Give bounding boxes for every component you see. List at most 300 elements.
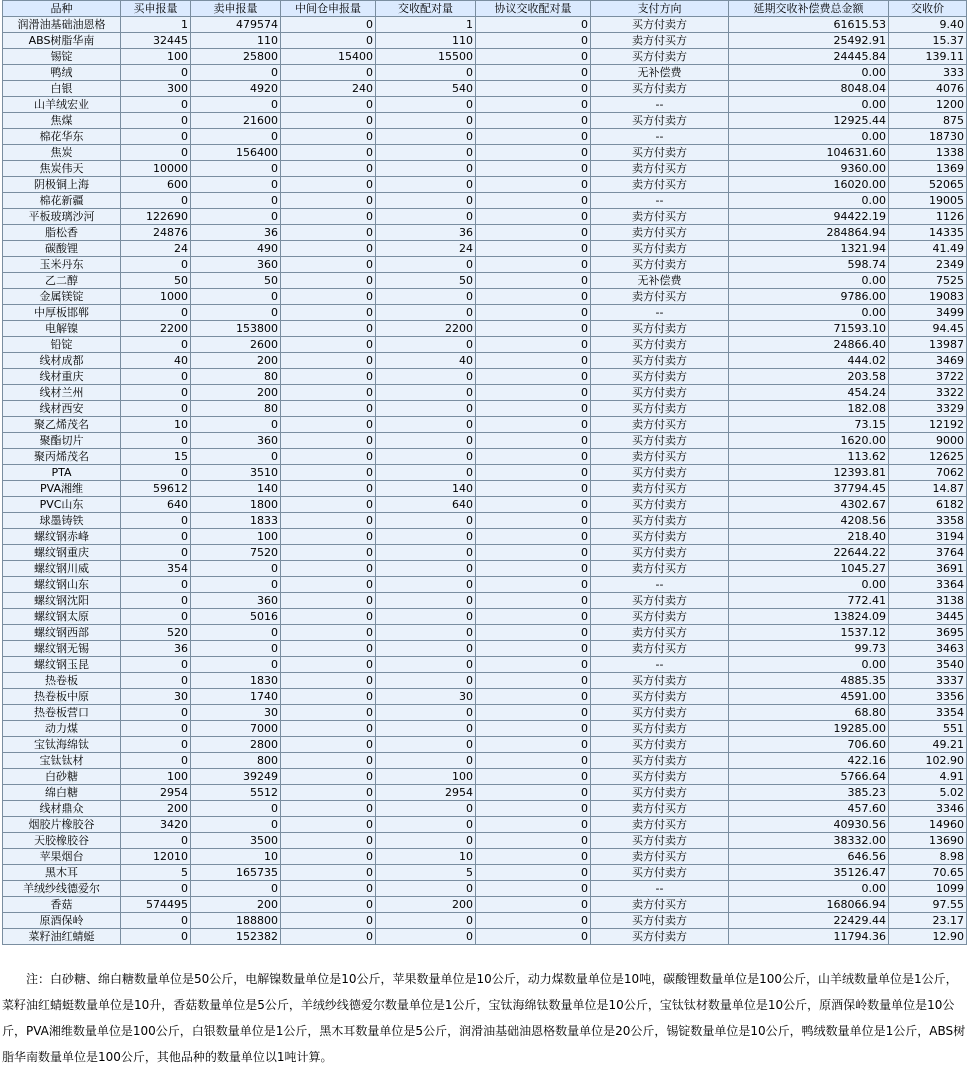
cell-buy-qty: 0 [121, 657, 191, 673]
cell-sell-qty: 0 [191, 161, 281, 177]
table-row [3, 865, 967, 881]
cell-intermediate-qty: 0 [281, 881, 376, 897]
cell-matched-qty: 0 [376, 401, 476, 417]
cell-buy-qty: 0 [121, 337, 191, 353]
cell-compensation-total: 0.00 [729, 193, 889, 209]
cell-buy-qty: 574495 [121, 897, 191, 913]
cell-intermediate-qty: 0 [281, 913, 376, 929]
cell-buy-qty: 0 [121, 913, 191, 929]
cell-payment-direction: 无补偿费 [591, 65, 729, 81]
table-row [3, 81, 967, 97]
cell-variety: 原酒保岭 [3, 913, 121, 929]
table-row [3, 769, 967, 785]
cell-intermediate-qty: 0 [281, 257, 376, 273]
cell-payment-direction: 买方付卖方 [591, 545, 729, 561]
cell-delivery-price: 14335 [889, 225, 967, 241]
cell-intermediate-qty: 0 [281, 609, 376, 625]
cell-sell-qty: 7520 [191, 545, 281, 561]
table-row [3, 113, 967, 129]
cell-matched-qty: 0 [376, 561, 476, 577]
cell-buy-qty: 59612 [121, 481, 191, 497]
cell-compensation-total: 19285.00 [729, 721, 889, 737]
cell-variety: 金属镁锭 [3, 289, 121, 305]
cell-sell-qty: 152382 [191, 929, 281, 945]
cell-matched-qty: 0 [376, 529, 476, 545]
cell-delivery-price: 6182 [889, 497, 967, 513]
cell-delivery-price: 23.17 [889, 913, 967, 929]
cell-payment-direction: 买方付卖方 [591, 721, 729, 737]
cell-variety: 香菇 [3, 897, 121, 913]
cell-agreement-qty: 0 [476, 849, 591, 865]
cell-agreement-qty: 0 [476, 81, 591, 97]
cell-sell-qty: 39249 [191, 769, 281, 785]
cell-matched-qty: 0 [376, 721, 476, 737]
cell-buy-qty: 0 [121, 881, 191, 897]
cell-variety: 热卷板营口 [3, 705, 121, 721]
cell-delivery-price: 3194 [889, 529, 967, 545]
cell-agreement-qty: 0 [476, 433, 591, 449]
cell-payment-direction: 卖方付买方 [591, 481, 729, 497]
table-row [3, 289, 967, 305]
cell-agreement-qty: 0 [476, 529, 591, 545]
cell-matched-qty: 0 [376, 465, 476, 481]
cell-sell-qty: 30 [191, 705, 281, 721]
cell-sell-qty: 490 [191, 241, 281, 257]
cell-payment-direction: 买方付卖方 [591, 465, 729, 481]
cell-matched-qty: 0 [376, 129, 476, 145]
cell-variety: 羊绒纱线德爱尔 [3, 881, 121, 897]
cell-compensation-total: 598.74 [729, 257, 889, 273]
table-row [3, 673, 967, 689]
cell-matched-qty: 0 [376, 161, 476, 177]
cell-compensation-total: 113.62 [729, 449, 889, 465]
cell-buy-qty: 0 [121, 737, 191, 753]
cell-intermediate-qty: 0 [281, 737, 376, 753]
cell-intermediate-qty: 0 [281, 305, 376, 321]
cell-compensation-total: 1620.00 [729, 433, 889, 449]
cell-buy-qty: 0 [121, 129, 191, 145]
cell-delivery-price: 14960 [889, 817, 967, 833]
cell-matched-qty: 0 [376, 625, 476, 641]
cell-buy-qty: 1 [121, 17, 191, 33]
cell-delivery-price: 4076 [889, 81, 967, 97]
col-header-delivery-price: 交收价 [889, 1, 967, 17]
cell-payment-direction: 买方付卖方 [591, 705, 729, 721]
table-row [3, 193, 967, 209]
cell-buy-qty: 0 [121, 145, 191, 161]
cell-intermediate-qty: 0 [281, 769, 376, 785]
cell-delivery-price: 12.90 [889, 929, 967, 945]
cell-agreement-qty: 0 [476, 737, 591, 753]
cell-intermediate-qty: 0 [281, 209, 376, 225]
cell-agreement-qty: 0 [476, 769, 591, 785]
cell-variety: 线材重庆 [3, 369, 121, 385]
table-row [3, 385, 967, 401]
table-row [3, 849, 967, 865]
cell-compensation-total: 68.80 [729, 705, 889, 721]
cell-intermediate-qty: 0 [281, 529, 376, 545]
cell-agreement-qty: 0 [476, 753, 591, 769]
cell-matched-qty: 1 [376, 17, 476, 33]
cell-matched-qty: 140 [376, 481, 476, 497]
cell-sell-qty: 5016 [191, 609, 281, 625]
cell-payment-direction: 卖方付买方 [591, 209, 729, 225]
cell-variety: 铅锭 [3, 337, 121, 353]
cell-buy-qty: 0 [121, 369, 191, 385]
cell-agreement-qty: 0 [476, 369, 591, 385]
cell-buy-qty: 640 [121, 497, 191, 513]
cell-intermediate-qty: 0 [281, 465, 376, 481]
cell-agreement-qty: 0 [476, 673, 591, 689]
table-row [3, 433, 967, 449]
cell-agreement-qty: 0 [476, 865, 591, 881]
cell-payment-direction: 买方付卖方 [591, 913, 729, 929]
cell-sell-qty: 360 [191, 257, 281, 273]
cell-intermediate-qty: 0 [281, 929, 376, 945]
cell-agreement-qty: 0 [476, 257, 591, 273]
cell-compensation-total: 454.24 [729, 385, 889, 401]
cell-variety: 玉米丹东 [3, 257, 121, 273]
cell-matched-qty: 0 [376, 305, 476, 321]
cell-delivery-price: 3364 [889, 577, 967, 593]
cell-matched-qty: 0 [376, 577, 476, 593]
cell-buy-qty: 24876 [121, 225, 191, 241]
cell-payment-direction: 买方付卖方 [591, 497, 729, 513]
cell-delivery-price: 97.55 [889, 897, 967, 913]
cell-sell-qty: 10 [191, 849, 281, 865]
cell-matched-qty: 0 [376, 369, 476, 385]
cell-agreement-qty: 0 [476, 641, 591, 657]
cell-sell-qty: 1740 [191, 689, 281, 705]
cell-compensation-total: 8048.04 [729, 81, 889, 97]
cell-delivery-price: 12192 [889, 417, 967, 433]
cell-sell-qty: 360 [191, 433, 281, 449]
cell-intermediate-qty: 0 [281, 369, 376, 385]
cell-payment-direction: 买方付卖方 [591, 241, 729, 257]
cell-buy-qty: 0 [121, 385, 191, 401]
cell-matched-qty: 0 [376, 753, 476, 769]
cell-buy-qty: 40 [121, 353, 191, 369]
cell-variety: 脂松香 [3, 225, 121, 241]
cell-variety: 聚乙烯茂名 [3, 417, 121, 433]
cell-buy-qty: 30 [121, 689, 191, 705]
table-row [3, 577, 967, 593]
cell-agreement-qty: 0 [476, 385, 591, 401]
cell-intermediate-qty: 0 [281, 193, 376, 209]
cell-variety: 碳酸锂 [3, 241, 121, 257]
cell-sell-qty: 7000 [191, 721, 281, 737]
cell-payment-direction: -- [591, 305, 729, 321]
table-row [3, 513, 967, 529]
cell-payment-direction: 卖方付买方 [591, 449, 729, 465]
cell-compensation-total: 9360.00 [729, 161, 889, 177]
cell-matched-qty: 0 [376, 433, 476, 449]
cell-agreement-qty: 0 [476, 481, 591, 497]
table-row [3, 97, 967, 113]
cell-intermediate-qty: 0 [281, 785, 376, 801]
cell-matched-qty: 0 [376, 65, 476, 81]
cell-variety: 线材鼎众 [3, 801, 121, 817]
cell-buy-qty: 10 [121, 417, 191, 433]
cell-compensation-total: 0.00 [729, 273, 889, 289]
table-row [3, 49, 967, 65]
cell-compensation-total: 37794.45 [729, 481, 889, 497]
cell-sell-qty: 25800 [191, 49, 281, 65]
cell-delivery-price: 3322 [889, 385, 967, 401]
cell-buy-qty: 0 [121, 577, 191, 593]
cell-delivery-price: 13987 [889, 337, 967, 353]
cell-delivery-price: 7525 [889, 273, 967, 289]
cell-delivery-price: 52065 [889, 177, 967, 193]
cell-delivery-price: 14.87 [889, 481, 967, 497]
cell-matched-qty: 10 [376, 849, 476, 865]
cell-matched-qty: 0 [376, 177, 476, 193]
cell-matched-qty: 0 [376, 449, 476, 465]
cell-delivery-price: 1369 [889, 161, 967, 177]
cell-matched-qty: 0 [376, 417, 476, 433]
table-row [3, 33, 967, 49]
cell-variety: 螺纹钢赤峰 [3, 529, 121, 545]
cell-delivery-price: 1126 [889, 209, 967, 225]
cell-intermediate-qty: 0 [281, 17, 376, 33]
cell-compensation-total: 182.08 [729, 401, 889, 417]
cell-intermediate-qty: 0 [281, 817, 376, 833]
cell-buy-qty: 0 [121, 705, 191, 721]
table-row [3, 305, 967, 321]
cell-variety: 螺纹钢重庆 [3, 545, 121, 561]
cell-matched-qty: 0 [376, 913, 476, 929]
table-row [3, 353, 967, 369]
table-row [3, 161, 967, 177]
cell-variety: 聚丙烯茂名 [3, 449, 121, 465]
cell-matched-qty: 0 [376, 801, 476, 817]
cell-buy-qty: 0 [121, 65, 191, 81]
cell-variety: 润滑油基础油恩格 [3, 17, 121, 33]
cell-delivery-price: 1099 [889, 881, 967, 897]
cell-buy-qty: 0 [121, 721, 191, 737]
cell-sell-qty: 0 [191, 561, 281, 577]
cell-compensation-total: 203.58 [729, 369, 889, 385]
cell-matched-qty: 0 [376, 257, 476, 273]
cell-payment-direction: 买方付卖方 [591, 385, 729, 401]
cell-intermediate-qty: 0 [281, 561, 376, 577]
cell-payment-direction: 买方付卖方 [591, 929, 729, 945]
cell-matched-qty: 540 [376, 81, 476, 97]
cell-agreement-qty: 0 [476, 353, 591, 369]
cell-payment-direction: 买方付卖方 [591, 865, 729, 881]
cell-intermediate-qty: 0 [281, 177, 376, 193]
cell-compensation-total: 12393.81 [729, 465, 889, 481]
cell-payment-direction: 买方付卖方 [591, 785, 729, 801]
cell-matched-qty: 0 [376, 737, 476, 753]
cell-payment-direction: 卖方付买方 [591, 33, 729, 49]
cell-variety: 白银 [3, 81, 121, 97]
cell-compensation-total: 646.56 [729, 849, 889, 865]
cell-delivery-price: 49.21 [889, 737, 967, 753]
table-row [3, 929, 967, 945]
col-header-variety: 品种 [3, 1, 121, 17]
col-header-buy-qty: 买申报量 [121, 1, 191, 17]
cell-intermediate-qty: 0 [281, 833, 376, 849]
cell-variety: 焦炭伟天 [3, 161, 121, 177]
cell-compensation-total: 0.00 [729, 657, 889, 673]
cell-compensation-total: 13824.09 [729, 609, 889, 625]
cell-variety: 棉花华东 [3, 129, 121, 145]
cell-buy-qty: 32445 [121, 33, 191, 49]
cell-intermediate-qty: 0 [281, 577, 376, 593]
cell-sell-qty: 3510 [191, 465, 281, 481]
table-row [3, 17, 967, 33]
cell-delivery-price: 15.37 [889, 33, 967, 49]
cell-agreement-qty: 0 [476, 97, 591, 113]
cell-sell-qty: 80 [191, 369, 281, 385]
cell-intermediate-qty: 0 [281, 449, 376, 465]
cell-payment-direction: 买方付卖方 [591, 257, 729, 273]
cell-delivery-price: 4.91 [889, 769, 967, 785]
cell-buy-qty: 0 [121, 545, 191, 561]
cell-variety: 乙二醇 [3, 273, 121, 289]
cell-buy-qty: 15 [121, 449, 191, 465]
cell-variety: 热卷板 [3, 673, 121, 689]
cell-agreement-qty: 0 [476, 225, 591, 241]
cell-sell-qty: 188800 [191, 913, 281, 929]
cell-matched-qty: 5 [376, 865, 476, 881]
cell-compensation-total: 168066.94 [729, 897, 889, 913]
cell-variety: 宝钛海绵钛 [3, 737, 121, 753]
cell-sell-qty: 2600 [191, 337, 281, 353]
cell-compensation-total: 444.02 [729, 353, 889, 369]
cell-buy-qty: 0 [121, 529, 191, 545]
cell-sell-qty: 153800 [191, 321, 281, 337]
cell-delivery-price: 3354 [889, 705, 967, 721]
cell-sell-qty: 100 [191, 529, 281, 545]
cell-delivery-price: 3469 [889, 353, 967, 369]
cell-payment-direction: 卖方付买方 [591, 801, 729, 817]
table-row [3, 833, 967, 849]
cell-delivery-price: 12625 [889, 449, 967, 465]
table-row [3, 881, 967, 897]
cell-agreement-qty: 0 [476, 705, 591, 721]
cell-agreement-qty: 0 [476, 161, 591, 177]
cell-agreement-qty: 0 [476, 625, 591, 641]
cell-variety: 黑木耳 [3, 865, 121, 881]
cell-delivery-price: 19083 [889, 289, 967, 305]
cell-agreement-qty: 0 [476, 497, 591, 513]
cell-buy-qty: 50 [121, 273, 191, 289]
table-row [3, 737, 967, 753]
cell-delivery-price: 3691 [889, 561, 967, 577]
table-row [3, 449, 967, 465]
cell-agreement-qty: 0 [476, 177, 591, 193]
cell-variety: 鸭绒 [3, 65, 121, 81]
cell-agreement-qty: 0 [476, 881, 591, 897]
table-row [3, 145, 967, 161]
cell-agreement-qty: 0 [476, 65, 591, 81]
cell-matched-qty: 24 [376, 241, 476, 257]
cell-compensation-total: 218.40 [729, 529, 889, 545]
cell-compensation-total: 24445.84 [729, 49, 889, 65]
cell-delivery-price: 1200 [889, 97, 967, 113]
cell-sell-qty: 2800 [191, 737, 281, 753]
cell-payment-direction: 卖方付买方 [591, 849, 729, 865]
cell-matched-qty: 0 [376, 385, 476, 401]
cell-sell-qty: 0 [191, 657, 281, 673]
cell-agreement-qty: 0 [476, 833, 591, 849]
cell-sell-qty: 0 [191, 305, 281, 321]
cell-matched-qty: 0 [376, 209, 476, 225]
cell-compensation-total: 38332.00 [729, 833, 889, 849]
cell-variety: PVC山东 [3, 497, 121, 513]
cell-matched-qty: 36 [376, 225, 476, 241]
cell-matched-qty: 0 [376, 593, 476, 609]
cell-compensation-total: 22644.22 [729, 545, 889, 561]
cell-matched-qty: 0 [376, 545, 476, 561]
cell-sell-qty: 140 [191, 481, 281, 497]
cell-compensation-total: 4885.35 [729, 673, 889, 689]
cell-buy-qty: 100 [121, 49, 191, 65]
cell-agreement-qty: 0 [476, 113, 591, 129]
cell-payment-direction: 买方付卖方 [591, 49, 729, 65]
table-row [3, 273, 967, 289]
cell-payment-direction: 买方付卖方 [591, 401, 729, 417]
cell-payment-direction: 买方付卖方 [591, 673, 729, 689]
cell-sell-qty: 0 [191, 577, 281, 593]
table-row [3, 545, 967, 561]
cell-payment-direction: 买方付卖方 [591, 593, 729, 609]
cell-compensation-total: 22429.44 [729, 913, 889, 929]
cell-agreement-qty: 0 [476, 273, 591, 289]
cell-matched-qty: 0 [376, 641, 476, 657]
col-header-agreement-qty: 协议交收配对量 [476, 1, 591, 17]
cell-payment-direction: 买方付卖方 [591, 321, 729, 337]
cell-compensation-total: 25492.91 [729, 33, 889, 49]
cell-intermediate-qty: 0 [281, 273, 376, 289]
cell-agreement-qty: 0 [476, 545, 591, 561]
cell-buy-qty: 200 [121, 801, 191, 817]
cell-compensation-total: 99.73 [729, 641, 889, 657]
cell-compensation-total: 4591.00 [729, 689, 889, 705]
table-row [3, 705, 967, 721]
cell-variety: 白砂糖 [3, 769, 121, 785]
cell-matched-qty: 0 [376, 97, 476, 113]
cell-intermediate-qty: 0 [281, 337, 376, 353]
cell-agreement-qty: 0 [476, 801, 591, 817]
cell-intermediate-qty: 0 [281, 161, 376, 177]
table-row [3, 129, 967, 145]
cell-agreement-qty: 0 [476, 593, 591, 609]
cell-intermediate-qty: 0 [281, 113, 376, 129]
cell-delivery-price: 551 [889, 721, 967, 737]
table-row [3, 609, 967, 625]
cell-agreement-qty: 0 [476, 289, 591, 305]
cell-variety: 阴极铜上海 [3, 177, 121, 193]
cell-matched-qty: 0 [376, 881, 476, 897]
cell-compensation-total: 94422.19 [729, 209, 889, 225]
table-header-row [3, 1, 967, 17]
cell-matched-qty: 0 [376, 929, 476, 945]
cell-intermediate-qty: 0 [281, 97, 376, 113]
cell-agreement-qty: 0 [476, 449, 591, 465]
cell-payment-direction: 卖方付买方 [591, 225, 729, 241]
cell-delivery-price: 70.65 [889, 865, 967, 881]
cell-compensation-total: 9786.00 [729, 289, 889, 305]
cell-compensation-total: 35126.47 [729, 865, 889, 881]
cell-variety: 聚酯切片 [3, 433, 121, 449]
cell-buy-qty: 300 [121, 81, 191, 97]
cell-payment-direction: 买方付卖方 [591, 513, 729, 529]
cell-matched-qty: 110 [376, 33, 476, 49]
cell-sell-qty: 1800 [191, 497, 281, 513]
